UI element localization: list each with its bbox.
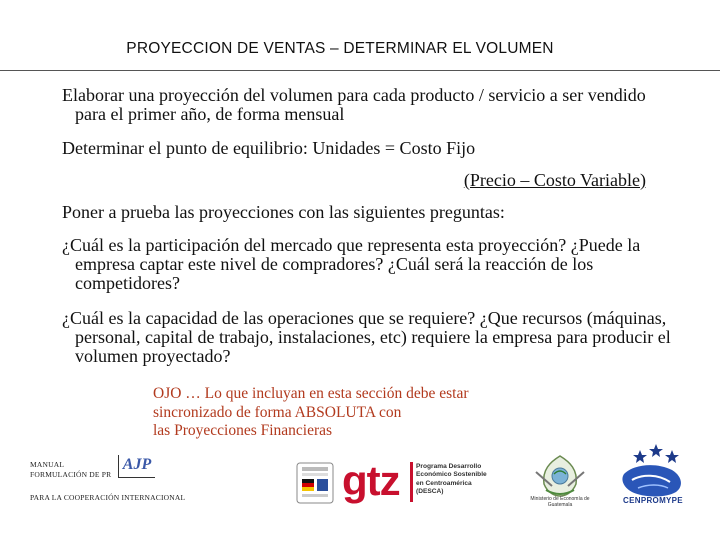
germany-emblem-icon xyxy=(296,462,334,504)
desca-line: Económico Sostenible xyxy=(416,471,487,479)
paragraph-market-question: ¿Cuál es la participación del mercado que representa esta proyección? ¿Puede la empresa captar este nivel de compradores? ¿Cuál será la reacción de los competidores? xyxy=(62,235,641,293)
guatemala-label: Ministerio de Economía de Guatemala xyxy=(530,496,590,508)
warning-note xyxy=(153,385,553,441)
cooperation-label: PARA LA COOPERACIÓN INTERNACIONAL xyxy=(30,493,186,502)
desca-line: Programa Desarrollo xyxy=(416,463,482,470)
gtz-logo: gtz xyxy=(342,457,400,504)
paragraph-capacity-question: ¿Cuál es la capacidad de las operaciones que se requiere? ¿Que recursos (máquinas, personal, capital de trabajo, instalaciones, etc) requiere la empresa para producir el volumen proyectado? xyxy=(62,308,671,366)
paragraph-test-questions: Poner a prueba las proyecciones con las siguientes preguntas: xyxy=(62,202,505,222)
desca-line: (DESCA) xyxy=(416,488,444,496)
manual-line: FORMULACIÓN DE PR xyxy=(30,470,112,479)
desca-accent-bar xyxy=(410,462,413,502)
title-rule xyxy=(0,70,720,71)
manual-line: MANUAL xyxy=(30,460,65,469)
paragraph-breakeven-denominator: (Precio – Costo Variable) xyxy=(463,170,646,190)
paragraph-breakeven: Determinar el punto de equilibrio: Unidades = Costo Fijo xyxy=(62,138,476,158)
note-line: las Proyecciones Financieras xyxy=(153,422,333,439)
ajp-logo: AJP xyxy=(118,455,155,478)
desca-line: en Centroamérica xyxy=(416,479,472,487)
desca-label xyxy=(416,463,516,497)
cenpromype-label: CENPROMYPE xyxy=(623,496,683,505)
slide-title: PROYECCION DE VENTAS – DETERMINAR EL VOLUMEN xyxy=(126,40,554,57)
note-line: OJO … Lo que incluyan en esta sección debe estar xyxy=(153,385,469,402)
paragraph-volume: Elaborar una proyección del volumen para cada producto / servicio a ser vendido para el primer año, de forma mensual xyxy=(62,85,646,124)
note-line: sincronizado de forma ABSOLUTA con xyxy=(153,403,402,421)
